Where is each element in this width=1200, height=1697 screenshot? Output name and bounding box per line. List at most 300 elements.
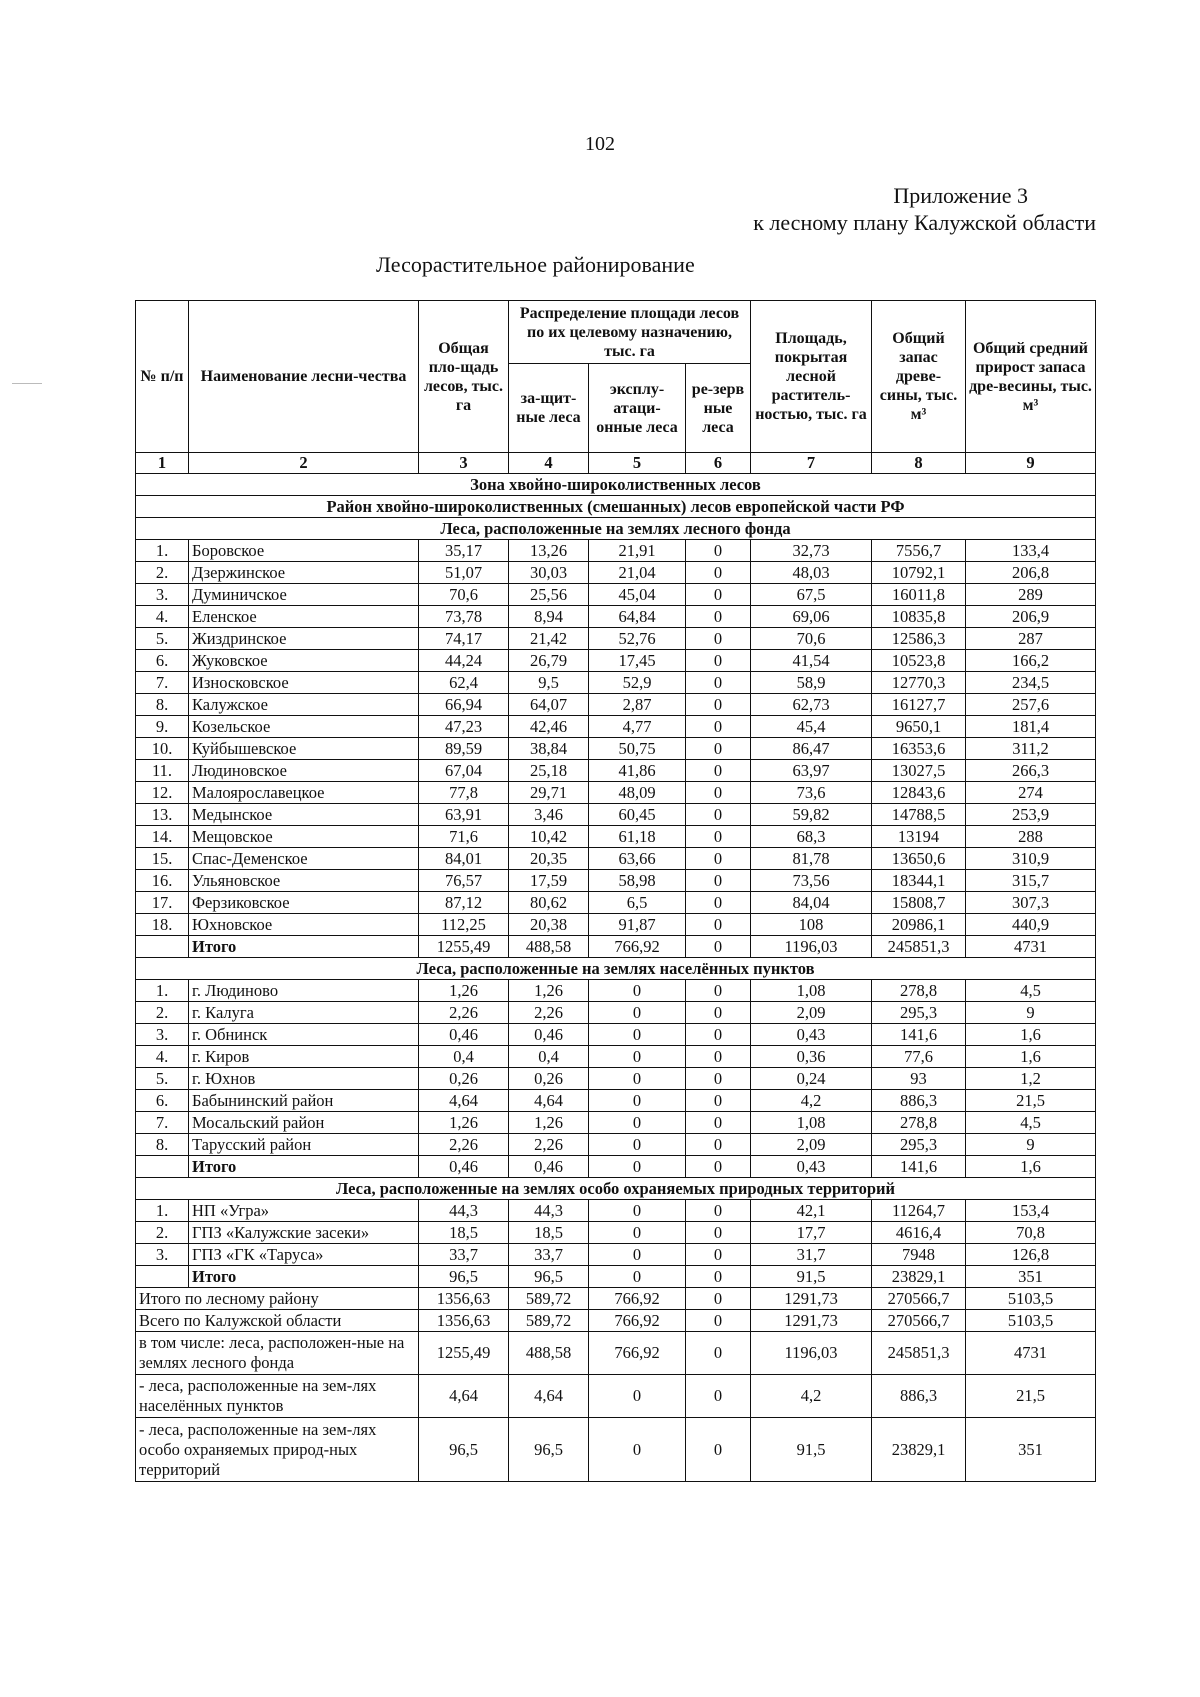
summary-row (136, 1332, 1096, 1375)
reserve: 0 (686, 980, 751, 1002)
row-name: Дзержинское (189, 562, 419, 584)
total-area: 63,91 (419, 804, 509, 826)
appendix-line-1: Приложение 3 (893, 183, 1028, 208)
row-name: Спас-Деменское (189, 848, 419, 870)
row-num: 1. (136, 540, 189, 562)
section-total-row (136, 936, 1096, 958)
protective: 3,46 (509, 804, 589, 826)
row-name: Ферзиковское (189, 892, 419, 914)
row-name: Козельское (189, 716, 419, 738)
wood-stock: 4616,4 (872, 1222, 966, 1244)
avg-growth: 315,7 (966, 870, 1096, 892)
row-name: Боровское (189, 540, 419, 562)
header-avg-growth: Общий средний прирост запаса дре-весины, тыс. м³ (966, 301, 1096, 453)
covered-area: 1291,73 (751, 1310, 872, 1332)
row-num: 4. (136, 606, 189, 628)
total-area: 89,59 (419, 738, 509, 760)
reserve: 0 (686, 1024, 751, 1046)
section-heading (136, 518, 1096, 540)
protective: 42,46 (509, 716, 589, 738)
protective: 0,26 (509, 1068, 589, 1090)
exploitation: 58,98 (589, 870, 686, 892)
covered-area: 2,09 (751, 1002, 872, 1024)
wood-stock: 15808,7 (872, 892, 966, 914)
total-area: 47,23 (419, 716, 509, 738)
covered-area: 67,5 (751, 584, 872, 606)
total-area: 70,6 (419, 584, 509, 606)
protective: 29,71 (509, 782, 589, 804)
reserve: 0 (686, 870, 751, 892)
avg-growth: 9 (966, 1134, 1096, 1156)
wood-stock: 7556,7 (872, 540, 966, 562)
total-area: 1255,49 (419, 936, 509, 958)
row-name: Ульяновское (189, 870, 419, 892)
exploitation: 766,92 (589, 936, 686, 958)
row-name: Калужское (189, 694, 419, 716)
row-name: Мещовское (189, 826, 419, 848)
row-name: Думиничское (189, 584, 419, 606)
wood-stock: 10523,8 (872, 650, 966, 672)
covered-area: 81,78 (751, 848, 872, 870)
table-row (136, 1090, 1096, 1112)
wood-stock: 23829,1 (872, 1418, 966, 1482)
exploitation: 45,04 (589, 584, 686, 606)
covered-area: 42,1 (751, 1200, 872, 1222)
wood-stock: 270566,7 (872, 1310, 966, 1332)
wood-stock: 295,3 (872, 1134, 966, 1156)
exploitation: 61,18 (589, 826, 686, 848)
protective: 0,4 (509, 1046, 589, 1068)
reserve: 0 (686, 1418, 751, 1482)
exploitation: 0 (589, 1375, 686, 1418)
exploitation: 50,75 (589, 738, 686, 760)
reserve: 0 (686, 848, 751, 870)
exploitation: 766,92 (589, 1288, 686, 1310)
total-area: 1,26 (419, 1112, 509, 1134)
exploitation: 60,45 (589, 804, 686, 826)
page-number: 102 (585, 133, 615, 155)
avg-growth: 5103,5 (966, 1310, 1096, 1332)
row-num: 2. (136, 1002, 189, 1024)
header-reserve: ре-зерв ные леса (686, 364, 751, 453)
reserve: 0 (686, 914, 751, 936)
total-area: 0,4 (419, 1046, 509, 1068)
summary-row (136, 1310, 1096, 1332)
wood-stock: 16353,6 (872, 738, 966, 760)
exploitation: 766,92 (589, 1332, 686, 1375)
column-number: 7 (751, 453, 872, 474)
section-title: Леса, расположенные на землях лесного фонда (136, 518, 1096, 540)
wood-stock: 141,6 (872, 1024, 966, 1046)
avg-growth: 288 (966, 826, 1096, 848)
reserve: 0 (686, 1310, 751, 1332)
column-numbers-row (136, 453, 1096, 474)
total-area: 96,5 (419, 1418, 509, 1482)
protective: 18,5 (509, 1222, 589, 1244)
row-name: Куйбышевское (189, 738, 419, 760)
exploitation: 0 (589, 1046, 686, 1068)
wood-stock: 278,8 (872, 980, 966, 1002)
exploitation: 0 (589, 1134, 686, 1156)
protective: 25,18 (509, 760, 589, 782)
table-row (136, 672, 1096, 694)
wood-stock: 12843,6 (872, 782, 966, 804)
row-name: Еленское (189, 606, 419, 628)
column-number: 6 (686, 453, 751, 474)
wood-stock: 886,3 (872, 1375, 966, 1418)
covered-area: 86,47 (751, 738, 872, 760)
covered-area: 45,4 (751, 716, 872, 738)
total-area: 2,26 (419, 1134, 509, 1156)
table-row (136, 650, 1096, 672)
table-row (136, 804, 1096, 826)
protective: 9,5 (509, 672, 589, 694)
avg-growth: 21,5 (966, 1090, 1096, 1112)
exploitation: 0 (589, 1068, 686, 1090)
wood-stock: 23829,1 (872, 1266, 966, 1288)
table-row (136, 782, 1096, 804)
protective: 96,5 (509, 1418, 589, 1482)
row-num (136, 1156, 189, 1178)
avg-growth: 234,5 (966, 672, 1096, 694)
total-area: 67,04 (419, 760, 509, 782)
wood-stock: 13194 (872, 826, 966, 848)
protective: 8,94 (509, 606, 589, 628)
protective: 20,35 (509, 848, 589, 870)
document-title: Лесорастительное районирование (376, 252, 695, 277)
covered-area: 1196,03 (751, 936, 872, 958)
table-row (136, 606, 1096, 628)
row-num: 2. (136, 1222, 189, 1244)
exploitation: 63,66 (589, 848, 686, 870)
row-name: Мосальский район (189, 1112, 419, 1134)
total-area: 96,5 (419, 1266, 509, 1288)
reserve: 0 (686, 804, 751, 826)
covered-area: 91,5 (751, 1418, 872, 1482)
table-row (136, 1134, 1096, 1156)
row-num: 1. (136, 980, 189, 1002)
row-num: 11. (136, 760, 189, 782)
row-name: г. Обнинск (189, 1024, 419, 1046)
exploitation: 0 (589, 980, 686, 1002)
protective: 13,26 (509, 540, 589, 562)
scan-mark (12, 383, 42, 384)
wood-stock: 278,8 (872, 1112, 966, 1134)
avg-growth: 287 (966, 628, 1096, 650)
table-row (136, 1068, 1096, 1090)
wood-stock: 9650,1 (872, 716, 966, 738)
covered-area: 0,24 (751, 1068, 872, 1090)
reserve: 0 (686, 1156, 751, 1178)
protective: 1,26 (509, 980, 589, 1002)
row-num (136, 936, 189, 958)
exploitation: 48,09 (589, 782, 686, 804)
wood-stock: 245851,3 (872, 1332, 966, 1375)
row-name: Итого (189, 1156, 419, 1178)
protective: 0,46 (509, 1156, 589, 1178)
exploitation: 6,5 (589, 892, 686, 914)
avg-growth: 5103,5 (966, 1288, 1096, 1310)
reserve: 0 (686, 1134, 751, 1156)
avg-growth: 4731 (966, 936, 1096, 958)
header-protective: за-щит-ные леса (509, 364, 589, 453)
wood-stock: 20986,1 (872, 914, 966, 936)
row-name: ГПЗ «ГК «Таруса» (189, 1244, 419, 1266)
header-total-area: Общая пло-щадь лесов, тыс. га (419, 301, 509, 453)
avg-growth: 9 (966, 1002, 1096, 1024)
table-row (136, 738, 1096, 760)
exploitation: 0 (589, 1418, 686, 1482)
table-row (136, 628, 1096, 650)
reserve: 0 (686, 738, 751, 760)
total-area: 71,6 (419, 826, 509, 848)
avg-growth: 1,6 (966, 1024, 1096, 1046)
avg-growth: 266,3 (966, 760, 1096, 782)
region-heading (136, 496, 1096, 518)
covered-area: 73,6 (751, 782, 872, 804)
covered-area: 1196,03 (751, 1332, 872, 1375)
total-area: 51,07 (419, 562, 509, 584)
reserve: 0 (686, 826, 751, 848)
avg-growth: 289 (966, 584, 1096, 606)
row-num: 10. (136, 738, 189, 760)
avg-growth: 206,9 (966, 606, 1096, 628)
wood-stock: 11264,7 (872, 1200, 966, 1222)
covered-area: 0,43 (751, 1156, 872, 1178)
exploitation: 0 (589, 1244, 686, 1266)
exploitation: 0 (589, 1200, 686, 1222)
avg-growth: 4,5 (966, 1112, 1096, 1134)
exploitation: 0 (589, 1266, 686, 1288)
exploitation: 52,9 (589, 672, 686, 694)
row-num: 4. (136, 1046, 189, 1068)
row-name: Юхновское (189, 914, 419, 936)
row-name: НП «Угра» (189, 1200, 419, 1222)
protective: 589,72 (509, 1288, 589, 1310)
avg-growth: 181,4 (966, 716, 1096, 738)
forest-zoning-table (135, 300, 1096, 1482)
covered-area: 73,56 (751, 870, 872, 892)
covered-area: 31,7 (751, 1244, 872, 1266)
row-name: Итого (189, 1266, 419, 1288)
wood-stock: 12586,3 (872, 628, 966, 650)
row-num: 9. (136, 716, 189, 738)
protective: 17,59 (509, 870, 589, 892)
reserve: 0 (686, 1222, 751, 1244)
table-row (136, 914, 1096, 936)
column-number: 4 (509, 453, 589, 474)
row-name: Тарусский район (189, 1134, 419, 1156)
avg-growth: 153,4 (966, 1200, 1096, 1222)
wood-stock: 295,3 (872, 1002, 966, 1024)
covered-area: 69,06 (751, 606, 872, 628)
wood-stock: 7948 (872, 1244, 966, 1266)
protective: 96,5 (509, 1266, 589, 1288)
covered-area: 48,03 (751, 562, 872, 584)
protective: 2,26 (509, 1134, 589, 1156)
row-num: 6. (136, 1090, 189, 1112)
total-area: 0,46 (419, 1156, 509, 1178)
row-num: 12. (136, 782, 189, 804)
region-heading-cell: Район хвойно-широколиственных (смешанных) лесов европейской части РФ (136, 496, 1096, 518)
wood-stock: 13650,6 (872, 848, 966, 870)
avg-growth: 133,4 (966, 540, 1096, 562)
avg-growth: 351 (966, 1418, 1096, 1482)
avg-growth: 1,6 (966, 1046, 1096, 1068)
protective: 20,38 (509, 914, 589, 936)
table-row (136, 980, 1096, 1002)
table-row (136, 1046, 1096, 1068)
total-area: 87,12 (419, 892, 509, 914)
reserve: 0 (686, 562, 751, 584)
exploitation: 2,87 (589, 694, 686, 716)
wood-stock: 14788,5 (872, 804, 966, 826)
total-area: 62,4 (419, 672, 509, 694)
row-num: 16. (136, 870, 189, 892)
appendix-line-2: к лесному плану Калужской области (753, 210, 1096, 235)
row-num: 7. (136, 672, 189, 694)
row-name: Людиновское (189, 760, 419, 782)
wood-stock: 10792,1 (872, 562, 966, 584)
total-area: 84,01 (419, 848, 509, 870)
reserve: 0 (686, 650, 751, 672)
protective: 0,46 (509, 1024, 589, 1046)
reserve: 0 (686, 1375, 751, 1418)
exploitation: 91,87 (589, 914, 686, 936)
exploitation: 0 (589, 1024, 686, 1046)
exploitation: 0 (589, 1090, 686, 1112)
covered-area: 32,73 (751, 540, 872, 562)
exploitation: 52,76 (589, 628, 686, 650)
avg-growth: 274 (966, 782, 1096, 804)
total-area: 76,57 (419, 870, 509, 892)
table-body (136, 453, 1096, 1482)
total-area: 66,94 (419, 694, 509, 716)
table-row (136, 1112, 1096, 1134)
avg-growth: 351 (966, 1266, 1096, 1288)
total-area: 4,64 (419, 1375, 509, 1418)
covered-area: 84,04 (751, 892, 872, 914)
wood-stock: 16127,7 (872, 694, 966, 716)
section-total-row (136, 1156, 1096, 1178)
row-num: 5. (136, 628, 189, 650)
avg-growth: 307,3 (966, 892, 1096, 914)
reserve: 0 (686, 892, 751, 914)
total-area: 44,24 (419, 650, 509, 672)
row-name: Бабынинский район (189, 1090, 419, 1112)
avg-growth: 257,6 (966, 694, 1096, 716)
zone-heading (136, 474, 1096, 496)
avg-growth: 4,5 (966, 980, 1096, 1002)
summary-label: - леса, расположенные на зем-лях населённых пунктов (136, 1375, 419, 1418)
reserve: 0 (686, 628, 751, 650)
protective: 488,58 (509, 936, 589, 958)
covered-area: 41,54 (751, 650, 872, 672)
total-area: 1255,49 (419, 1332, 509, 1375)
table-row (136, 562, 1096, 584)
table-row (136, 760, 1096, 782)
column-number: 5 (589, 453, 686, 474)
reserve: 0 (686, 936, 751, 958)
table-row (136, 1024, 1096, 1046)
table-row (136, 1002, 1096, 1024)
wood-stock: 16011,8 (872, 584, 966, 606)
covered-area: 59,82 (751, 804, 872, 826)
column-number: 2 (189, 453, 419, 474)
reserve: 0 (686, 1112, 751, 1134)
total-area: 33,7 (419, 1244, 509, 1266)
protective: 80,62 (509, 892, 589, 914)
header-exploitation: эксплу-атаци-онные леса (589, 364, 686, 453)
exploitation: 21,91 (589, 540, 686, 562)
zone-heading-cell: Зона хвойно-широколиственных лесов (136, 474, 1096, 496)
row-num (136, 1266, 189, 1288)
row-name: г. Киров (189, 1046, 419, 1068)
exploitation: 17,45 (589, 650, 686, 672)
exploitation: 0 (589, 1156, 686, 1178)
table-row (136, 1244, 1096, 1266)
wood-stock: 77,6 (872, 1046, 966, 1068)
protective: 25,56 (509, 584, 589, 606)
summary-label: Итого по лесному району (136, 1288, 419, 1310)
covered-area: 70,6 (751, 628, 872, 650)
reserve: 0 (686, 760, 751, 782)
total-area: 1356,63 (419, 1288, 509, 1310)
exploitation: 21,04 (589, 562, 686, 584)
covered-area: 91,5 (751, 1266, 872, 1288)
covered-area: 1291,73 (751, 1288, 872, 1310)
exploitation: 41,86 (589, 760, 686, 782)
avg-growth: 311,2 (966, 738, 1096, 760)
wood-stock: 13027,5 (872, 760, 966, 782)
total-area: 18,5 (419, 1222, 509, 1244)
summary-row (136, 1418, 1096, 1482)
exploitation: 0 (589, 1002, 686, 1024)
avg-growth: 253,9 (966, 804, 1096, 826)
row-num: 15. (136, 848, 189, 870)
row-name: Итого (189, 936, 419, 958)
total-area: 112,25 (419, 914, 509, 936)
wood-stock: 93 (872, 1068, 966, 1090)
row-name: Износковское (189, 672, 419, 694)
section-title: Леса, расположенные на землях особо охраняемых природных территорий (136, 1178, 1096, 1200)
column-number: 8 (872, 453, 966, 474)
exploitation: 0 (589, 1222, 686, 1244)
protective: 21,42 (509, 628, 589, 650)
exploitation: 4,77 (589, 716, 686, 738)
protective: 4,64 (509, 1090, 589, 1112)
avg-growth: 4731 (966, 1332, 1096, 1375)
total-area: 1,26 (419, 980, 509, 1002)
total-area: 0,26 (419, 1068, 509, 1090)
avg-growth: 1,2 (966, 1068, 1096, 1090)
table-row (136, 1200, 1096, 1222)
table-row (136, 848, 1096, 870)
row-num: 8. (136, 1134, 189, 1156)
column-number: 3 (419, 453, 509, 474)
reserve: 0 (686, 1068, 751, 1090)
summary-label: Всего по Калужской области (136, 1310, 419, 1332)
avg-growth: 206,8 (966, 562, 1096, 584)
row-num: 3. (136, 1244, 189, 1266)
wood-stock: 886,3 (872, 1090, 966, 1112)
reserve: 0 (686, 540, 751, 562)
row-num: 14. (136, 826, 189, 848)
row-num: 18. (136, 914, 189, 936)
covered-area: 0,36 (751, 1046, 872, 1068)
header-distribution: Распределение площади лесов по их целевому назначению, тыс. га (509, 301, 751, 364)
reserve: 0 (686, 1046, 751, 1068)
